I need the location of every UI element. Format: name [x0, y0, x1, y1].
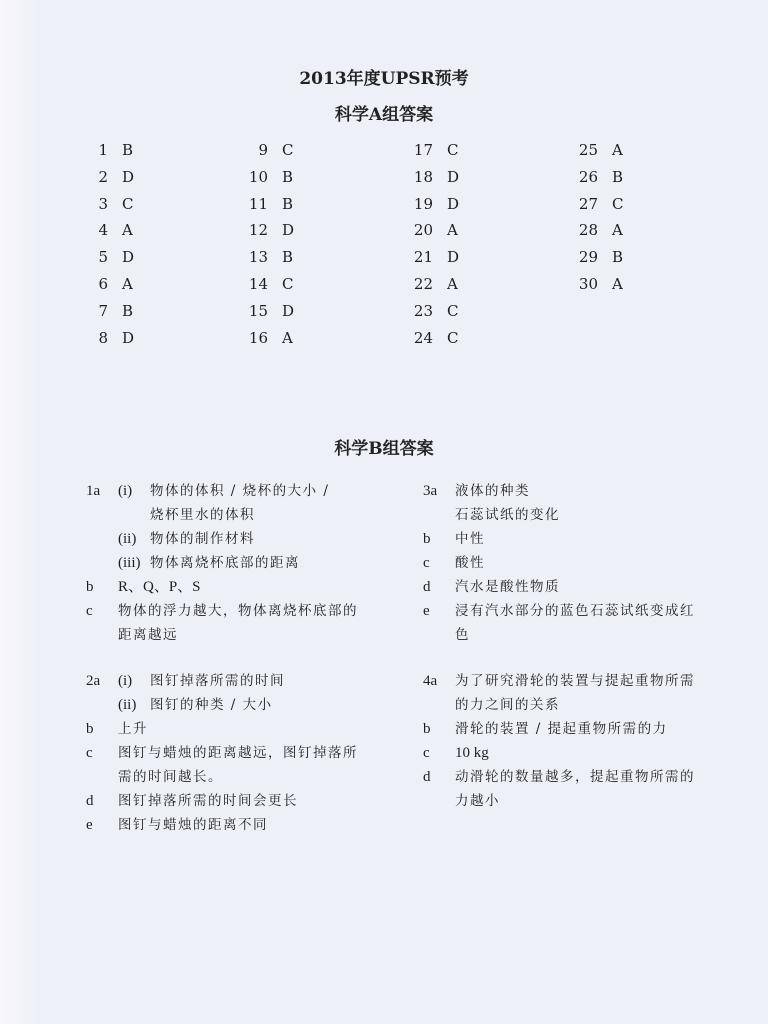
answer-letter: A — [122, 221, 133, 240]
answer-letter: B — [612, 167, 624, 186]
answer-letter: A — [612, 221, 623, 240]
answer-letter: D — [282, 301, 295, 320]
question-number: 14 — [248, 274, 268, 293]
answer-column-2 — [240, 141, 294, 355]
question-number: 7 — [98, 301, 108, 320]
sub-label — [118, 503, 150, 527]
answer-text: 色 — [455, 627, 470, 643]
answer-text: 物体的浮力越大，物体离烧杯底部的 — [118, 603, 358, 619]
question-number: 19 — [413, 194, 433, 213]
answer-text: 液体的种类 — [455, 483, 530, 499]
answer-text: 物体离烧杯底部的距离 — [150, 555, 300, 571]
question-number: 21 — [413, 248, 433, 267]
answer-letter: B — [282, 194, 294, 213]
answer-letter: B — [612, 248, 624, 267]
answer-text: 酸性 — [455, 555, 485, 571]
answer-row — [570, 141, 623, 168]
answer-row — [240, 248, 294, 275]
question-number: 12 — [248, 221, 268, 240]
answer-row — [405, 141, 459, 168]
answer-letter: C — [612, 194, 624, 213]
sub-label: (i) — [118, 673, 133, 689]
answer-row — [405, 195, 459, 222]
question-label — [86, 765, 118, 789]
answer-text: 需的时间越长。 — [118, 769, 223, 785]
sub-label: (i) — [118, 483, 133, 499]
answer-text: 中性 — [455, 531, 485, 547]
question-label — [423, 623, 455, 647]
answer-letter: A — [612, 141, 623, 159]
question-label: b — [86, 579, 94, 595]
answer-letter: D — [282, 221, 295, 240]
answer-row — [80, 221, 134, 248]
question-label — [86, 527, 118, 551]
section-b-question-4 — [423, 669, 733, 813]
section-b-question-1 — [86, 479, 386, 647]
answer-letter: D — [122, 328, 135, 347]
question-number: 11 — [248, 194, 268, 213]
question-number: 5 — [98, 248, 108, 267]
answer-letter: D — [122, 167, 135, 186]
answer-text: 的力之间的关系 — [455, 697, 560, 713]
answer-row — [80, 141, 134, 168]
answer-text: 浸有汽水部分的蓝色石蕊试纸变成红 — [455, 603, 695, 619]
section-b-question-3 — [423, 479, 733, 647]
answer-letter: A — [447, 274, 458, 293]
question-label — [423, 503, 455, 527]
answer-text: 烧杯里水的体积 — [150, 507, 255, 523]
question-label: 3a — [423, 483, 438, 499]
paper-edge-shadow — [0, 0, 40, 1024]
question-label: d — [423, 579, 431, 595]
answer-text: 上升 — [118, 721, 148, 737]
question-label: d — [423, 769, 431, 785]
answer-line — [423, 741, 733, 765]
answer-row — [405, 168, 459, 195]
question-number: 3 — [98, 194, 108, 213]
question-number: 20 — [413, 221, 433, 240]
question-number: 26 — [578, 167, 598, 186]
answer-letter: C — [447, 328, 459, 347]
answer-text: 为了研究滑轮的装置与提起重物所需 — [455, 673, 695, 689]
answer-letter: D — [447, 194, 460, 213]
answer-line — [423, 789, 733, 813]
answer-letter: C — [282, 141, 294, 159]
answer-line — [423, 599, 733, 623]
answer-row — [240, 302, 294, 329]
answer-line — [423, 765, 733, 789]
answer-row — [570, 221, 623, 248]
question-number: 10 — [248, 167, 268, 186]
question-number: 4 — [98, 221, 108, 240]
question-label: e — [423, 603, 430, 619]
answer-line — [423, 503, 733, 527]
answer-letter: A — [282, 328, 293, 347]
answer-line — [86, 741, 386, 765]
answer-letter: D — [447, 248, 460, 267]
question-number: 8 — [98, 328, 108, 347]
question-number: 16 — [248, 328, 268, 347]
question-number: 15 — [248, 301, 268, 320]
answer-line — [86, 813, 386, 837]
answer-row — [80, 302, 134, 329]
answer-text: 图钉与蜡烛的距离不同 — [118, 817, 268, 833]
answer-letter: B — [282, 248, 294, 267]
question-label — [423, 693, 455, 717]
question-label — [86, 623, 118, 647]
answer-text: 石蕊试纸的变化 — [455, 507, 560, 523]
section-a-title: 科学A组答案 — [334, 105, 434, 125]
answer-row — [240, 221, 294, 248]
answer-line — [86, 503, 386, 527]
answer-letter: A — [447, 221, 458, 240]
question-label: b — [86, 721, 94, 737]
answer-line — [86, 693, 386, 717]
answer-text: 图钉掉落所需的时间会更长 — [118, 793, 298, 809]
question-label: 1a — [86, 483, 101, 499]
answer-text: 距离越远 — [118, 627, 178, 643]
answer-row — [405, 275, 459, 302]
answer-letter: A — [612, 274, 623, 293]
answer-line — [423, 623, 733, 647]
question-label: 2a — [86, 673, 101, 689]
question-number: 1 — [98, 141, 108, 159]
question-label: e — [86, 817, 93, 833]
answer-letter: C — [447, 301, 459, 320]
question-label — [86, 503, 118, 527]
answer-line — [423, 717, 733, 741]
sub-label: (iii) — [118, 555, 141, 571]
answer-line — [86, 669, 386, 693]
answer-text: 汽水是酸性物质 — [455, 579, 560, 595]
question-label: c — [86, 745, 93, 761]
section-b-title: 科学B组答案 — [334, 439, 434, 459]
answer-letter: D — [122, 248, 135, 267]
answer-text: R、Q、P、S — [118, 579, 201, 595]
answer-text: 物体的制作材料 — [150, 531, 255, 547]
question-number: 2 — [98, 167, 108, 186]
answer-row — [570, 195, 623, 222]
answer-text: 力越小 — [455, 793, 500, 809]
question-label: 4a — [423, 673, 438, 689]
answer-row — [405, 248, 459, 275]
answer-line — [423, 693, 733, 717]
answer-letter: B — [282, 167, 294, 186]
question-number: 13 — [248, 248, 268, 267]
answer-row — [570, 248, 623, 275]
answer-text: 滑轮的装置 / 提起重物所需的力 — [455, 721, 668, 737]
sub-label: (ii) — [118, 531, 137, 547]
question-label: c — [423, 745, 430, 761]
answer-line — [86, 599, 386, 623]
answer-text: 10 kg — [455, 745, 489, 761]
answer-row — [570, 275, 623, 302]
answer-column-4 — [570, 141, 623, 302]
question-number: 30 — [578, 274, 598, 293]
question-label — [86, 693, 118, 717]
answer-row — [80, 275, 134, 302]
answer-row — [80, 168, 134, 195]
answer-letter: B — [122, 301, 134, 320]
answer-row — [80, 195, 134, 222]
question-label: c — [423, 555, 430, 571]
answer-row — [240, 195, 294, 222]
question-number: 22 — [413, 274, 433, 293]
exam-title: 2013年度UPSR预考 — [299, 69, 469, 89]
question-number: 24 — [413, 328, 433, 347]
question-number: 25 — [578, 141, 598, 159]
answer-line — [423, 479, 733, 503]
answer-line — [86, 479, 386, 503]
question-number: 17 — [413, 141, 433, 159]
question-number: 28 — [578, 221, 598, 240]
answer-letter: C — [447, 141, 459, 159]
answer-line — [86, 551, 386, 575]
answer-letter: C — [282, 274, 294, 293]
question-label: d — [86, 793, 94, 809]
answer-line — [423, 669, 733, 693]
question-number: 29 — [578, 248, 598, 267]
answer-line — [423, 551, 733, 575]
answer-letter: A — [122, 274, 133, 293]
section-b-question-2 — [86, 669, 386, 837]
question-label: b — [423, 721, 431, 737]
answer-letter: B — [122, 141, 134, 159]
answer-letter: D — [447, 167, 460, 186]
answer-line — [86, 575, 386, 599]
answer-row — [240, 275, 294, 302]
answer-text: 物体的体积 / 烧杯的大小 / — [150, 483, 330, 499]
answer-row — [240, 329, 294, 356]
answer-text: 动滑轮的数量越多，提起重物所需的 — [455, 769, 695, 785]
question-number: 6 — [98, 274, 108, 293]
answer-line — [86, 789, 386, 813]
sub-label: (ii) — [118, 697, 137, 713]
answer-row — [570, 168, 623, 195]
answer-row — [240, 141, 294, 168]
question-label: c — [86, 603, 93, 619]
question-number: 23 — [413, 301, 433, 320]
answer-text: 图钉掉落所需的时间 — [150, 673, 285, 689]
question-label — [423, 789, 455, 813]
answer-line — [423, 527, 733, 551]
answer-row — [405, 221, 459, 248]
answer-letter: C — [122, 194, 134, 213]
question-label: b — [423, 531, 431, 547]
answer-column-3 — [405, 141, 459, 355]
answer-line — [423, 575, 733, 599]
answer-line — [86, 623, 386, 647]
question-label — [86, 551, 118, 575]
answer-row — [80, 248, 134, 275]
answer-column-1 — [80, 141, 134, 355]
answer-text: 图钉的种类 / 大小 — [150, 697, 273, 713]
answer-text: 图钉与蜡烛的距离越远，图钉掉落所 — [118, 745, 358, 761]
answer-row — [240, 168, 294, 195]
answer-line — [86, 717, 386, 741]
answer-row — [405, 329, 459, 356]
answer-row — [80, 329, 134, 356]
answer-row — [405, 302, 459, 329]
question-number: 9 — [258, 141, 268, 159]
question-number: 18 — [413, 167, 433, 186]
answer-line — [86, 765, 386, 789]
question-number: 27 — [578, 194, 598, 213]
answer-line — [86, 527, 386, 551]
